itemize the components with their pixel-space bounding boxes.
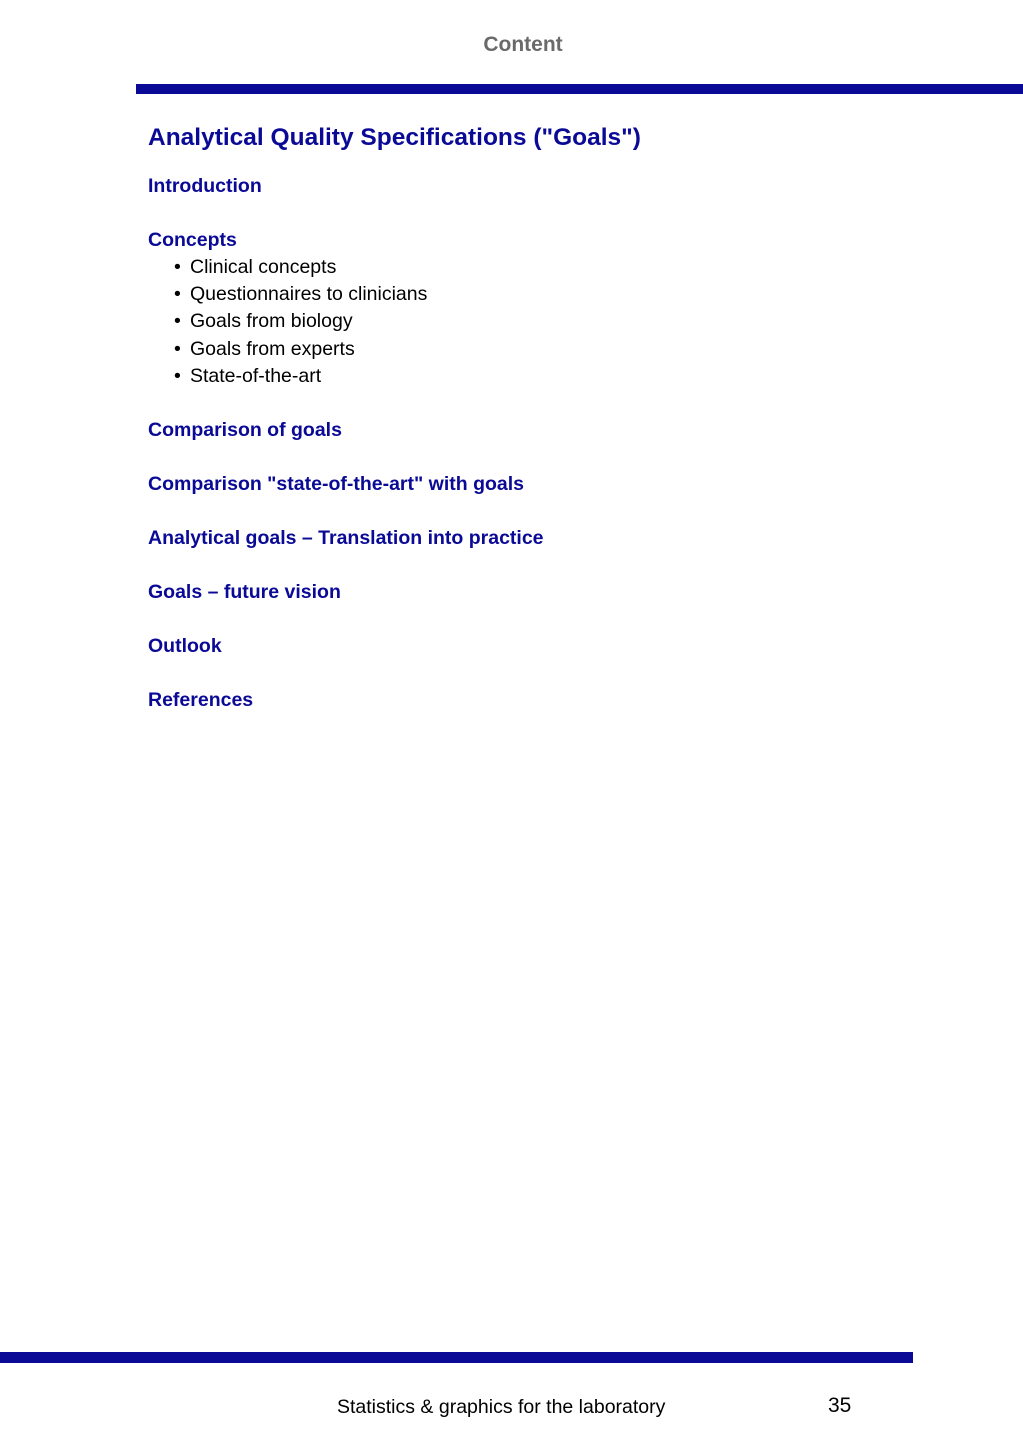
list-item-label: Clinical concepts xyxy=(190,256,337,278)
bottom-divider xyxy=(0,1352,913,1363)
list-item-label: Goals from biology xyxy=(190,310,353,333)
toc-entry-future-vision[interactable]: Goals – future vision xyxy=(148,580,341,603)
table-of-contents xyxy=(148,122,998,714)
list-item[interactable] xyxy=(174,308,998,335)
toc-entry-references[interactable]: References xyxy=(148,688,254,711)
toc-entry-translation-into-practice[interactable]: Analytical goals – Translation into practice xyxy=(148,526,544,549)
list-item-label: Goals from experts xyxy=(190,337,355,360)
concepts-list xyxy=(148,254,998,390)
list-item[interactable] xyxy=(174,363,998,390)
bullet-icon: • xyxy=(174,283,181,306)
page-number: 35 xyxy=(828,1394,852,1417)
bullet-icon: • xyxy=(174,337,181,360)
bullet-icon: • xyxy=(174,256,181,278)
toc-entry-comparison-state-of-the-art[interactable]: Comparison "state-of-the-art" with goals xyxy=(148,472,525,495)
toc-entry-introduction[interactable]: Introduction xyxy=(148,175,262,197)
bullet-icon: • xyxy=(174,364,181,387)
toc-entry-comparison-of-goals[interactable]: Comparison of goals xyxy=(148,418,342,441)
list-item[interactable] xyxy=(174,254,998,281)
footer-title: Statistics & graphics for the laboratory xyxy=(337,1396,666,1418)
toc-entry-outlook[interactable]: Outlook xyxy=(148,634,222,657)
page-title: Analytical Quality Specifications ("Goals") xyxy=(148,124,641,151)
bullet-icon: • xyxy=(174,310,181,333)
list-item[interactable] xyxy=(174,336,998,363)
running-header: Content xyxy=(483,33,563,56)
top-divider xyxy=(136,84,1023,94)
toc-entry-concepts[interactable]: Concepts xyxy=(148,229,237,251)
list-item[interactable] xyxy=(174,281,998,308)
list-item-label: Questionnaires to clinicians xyxy=(190,283,428,306)
list-item-label: State-of-the-art xyxy=(190,364,322,387)
